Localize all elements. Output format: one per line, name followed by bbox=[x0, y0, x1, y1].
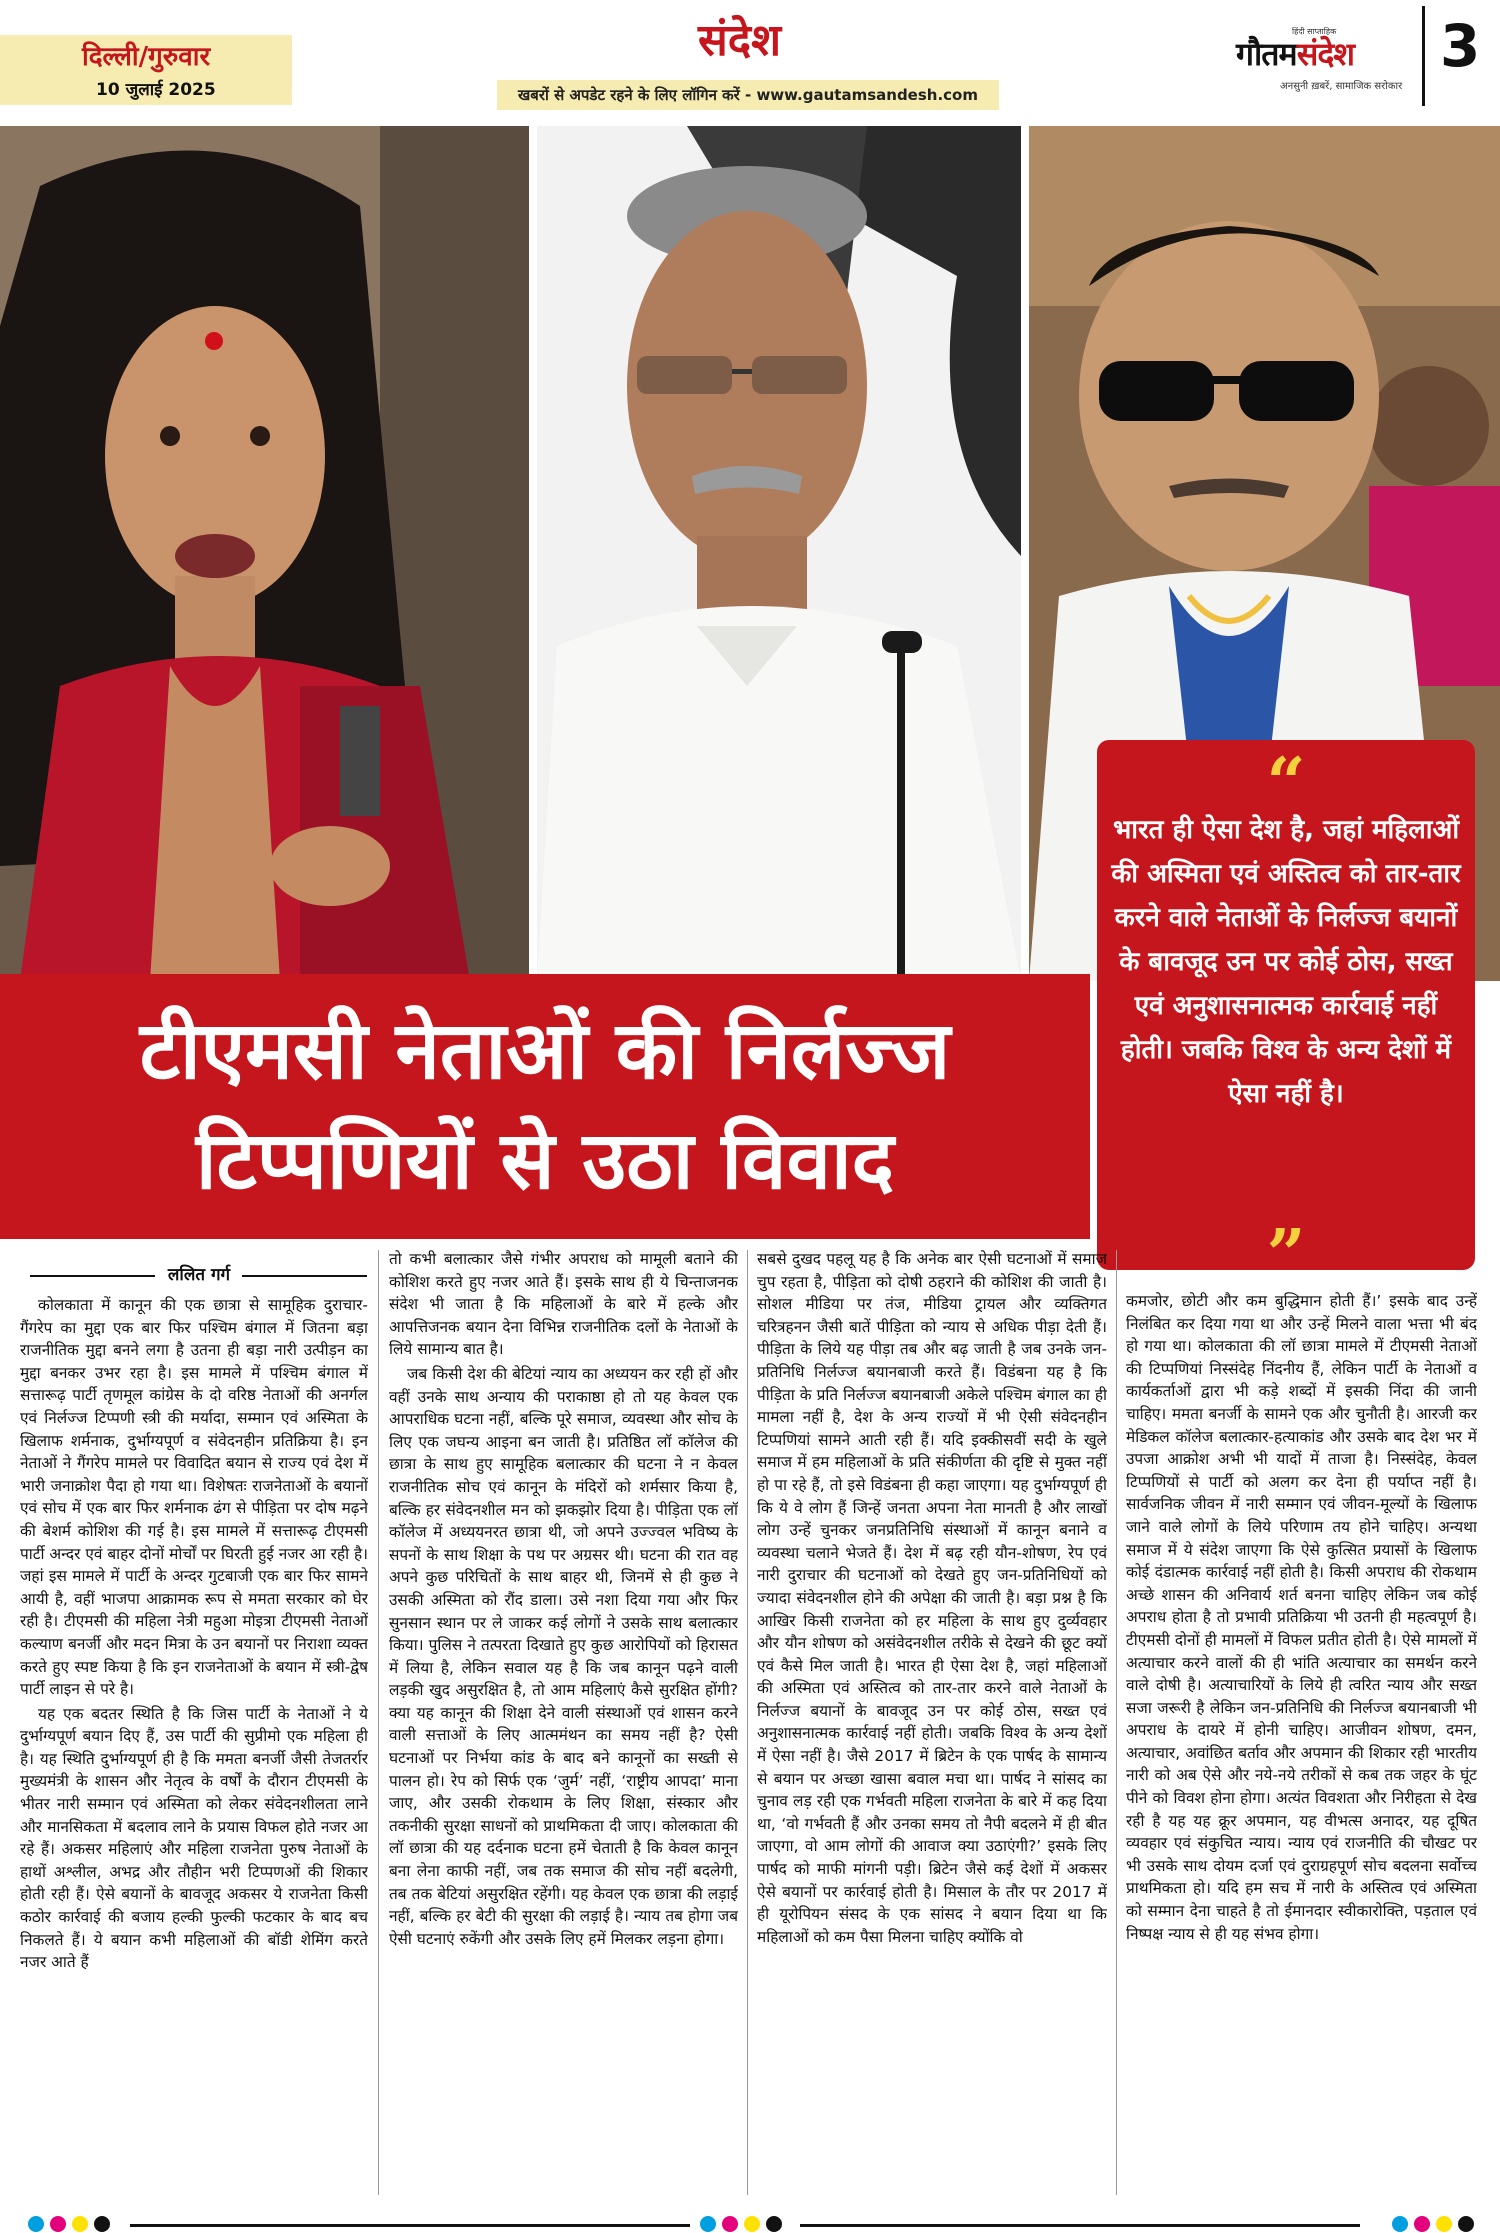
cyan-registration-mark bbox=[28, 2216, 44, 2232]
page-number: 3 bbox=[1440, 12, 1481, 80]
byline-rule-right bbox=[242, 1275, 367, 1277]
black-registration-mark bbox=[766, 2216, 782, 2232]
paragraph: यह एक बदतर स्थिति है कि जिस पार्टी के नेताओं ने ये दुर्भाग्यपूर्ण बयान दिए हैं, उस पार्टी की सुप्रीमो एक महिला ही है। यह स्थिति दुर्भाग्यपूर्ण ही है कि ममता बनर्जी जैसी तेजतर्रार मुख्यमंत्री के शासन और नेतृत्व के वर्षों के दौरान टीएमसी के भीतर नारी सम्मान एवं अस्मिता को लेकर संवेदनशीलता लाने और मानसिकता में बदलाव लाने के प्रयास विफल होते नजर आ रहे हैं। अकसर महिलाएं और महिला राजनेता पुरुष नेताओं के हाथों अश्लील, अभद्र और तौहीन भरी टिप्पणओं की शिकार होती रही हैं। ऐसे बयानों के बावजूद अकसर ये राजनेता किसी कठोर कार्रवाई की बजाय हल्की फुल्की फटकार के बाद बच निकलते हैं। ये बयान कभी महिलाओं की बॉडी शेमिंग करते नजर आते हैं bbox=[20, 1704, 368, 1972]
quote-open-icon: “ bbox=[1266, 743, 1306, 823]
headline-banner bbox=[0, 974, 1090, 1239]
photo-man-with-glasses bbox=[537, 126, 1021, 981]
issue-date: 10 जुलाई 2025 bbox=[96, 80, 216, 100]
photo-man-with-glasses-image bbox=[537, 126, 1021, 981]
article-column-4 bbox=[1126, 1290, 1477, 2194]
black-registration-mark bbox=[94, 2216, 110, 2232]
black-registration-mark bbox=[1458, 2216, 1474, 2232]
masthead bbox=[0, 0, 1500, 120]
masthead-divider bbox=[1422, 6, 1425, 106]
quote-close-icon: ” bbox=[1266, 1215, 1306, 1295]
yellow-registration-mark bbox=[744, 2216, 760, 2232]
logo-wordmark bbox=[1236, 32, 1354, 75]
logo-tagline: अनसुनी ख़बरें, सामाजिक सरोकार bbox=[1280, 81, 1403, 92]
author-name: ललित गर्ग bbox=[167, 1265, 231, 1285]
headline bbox=[30, 996, 1060, 1216]
headline-line-2: टिप्पणियों से उठा विवाद bbox=[195, 1114, 895, 1207]
column-divider bbox=[378, 1250, 379, 2195]
logo-part-1: गौतम bbox=[1236, 35, 1297, 73]
pull-quote bbox=[1097, 740, 1475, 1295]
column-divider bbox=[747, 1250, 748, 2195]
magenta-registration-mark bbox=[50, 2216, 66, 2232]
logo-small-text: हिंदी साप्ताहिक bbox=[1292, 27, 1337, 36]
magenta-registration-mark bbox=[722, 2216, 738, 2232]
yellow-registration-mark bbox=[1436, 2216, 1452, 2232]
cyan-registration-mark bbox=[700, 2216, 716, 2232]
yellow-registration-mark bbox=[72, 2216, 88, 2232]
byline bbox=[20, 1262, 368, 1288]
print-registration-footer bbox=[0, 2210, 1500, 2233]
column-divider bbox=[1116, 1250, 1117, 2195]
pull-quote-text: भारत ही ऐसा देश है, जहां महिलाओं की अस्मिता एवं अस्तित्व को तार-तार करने वाले नेताओं के निर्लज्ज बयानों के बावजूद उन पर कोई ठोस, सख्त एवं अनुशासनात्मक कार्रवाई नहीं होती। जबकि विश्व के अन्य देशों में ऐसा नहीं है। bbox=[1111, 815, 1461, 1109]
section-title: संदेश bbox=[698, 15, 782, 66]
photo-woman-speaking-image bbox=[0, 126, 529, 981]
byline-rule-left bbox=[30, 1275, 155, 1277]
paragraph: जब किसी देश की बेटियां न्याय का अध्ययन कर रही हों और वहीं उनके साथ अन्याय की पराकाष्ठा हो तो यह केवल एक आपराधिक घटना नहीं, बल्कि पूरे समाज, व्यवस्था और सोच के लिए एक जघन्य आइना बन जाती है। प्रतिष्ठित लॉ कॉलेज की छात्रा के साथ हुए सामूहिक बलात्कार की घटना ने न केवल राजनीतिक सोच एवं कानून के मंदिरों को शर्मसार किया है, बल्कि हर संवेदनशील मन को झकझोर दिया है। पीड़िता एक लॉ कॉलेज में अध्ययनरत छात्रा थी, जो अपने उज्ज्वल भविष्य के सपनों के साथ शिक्षा के पथ पर अग्रसर थी। घटना की रात वह अपने कुछ परिचितों के साथ बाहर थी, जिनमें से ही कुछ ने उसकी अस्मिता को रौंद डाला। उसे नशा दिया गया और फिर सुनसान स्थान पर ले जाकर कई लोगों ने उसके साथ बलात्कार किया। पुलिस ने तत्परता दिखाते हुए कुछ आरोपियों को हिरासत में लिया है, लेकिन सवाल यह है कि जब कानून पढ़ने वाली लड़की खुद असुरक्षित है, तो आम महिलाएं कैसे सुरक्षित होंगी? क्या यह कानून की शिक्षा देने वाली संस्थाओं एवं शासन करने वाली सत्ताओं के लिए आत्ममंथन का समय नहीं है? ऐसी घटनाओं पर निर्भया कांड के बाद बने कानूनों का सख्ती से पालन हो। रेप को सिर्फ एक ‘जुर्म’ नहीं, ‘राष्ट्रीय आपदा’ माना जाए, और उसकी रोकथाम के लिए शिक्षा, संस्कार और तकनीकी सुरक्षा साधनों को प्राथमिकता दी जाए। कोलकाता की लॉ छात्रा की यह दर्दनाक घटना हमें चेताती है कि केवल कानून बना लेना काफी नहीं, जब तक समाज की सोच नहीं बदलेगी, तब तक बेटियां असुरक्षित रहेंगी। यह केवल एक छात्रा की लड़ाई नहीं, बल्कि हर बेटी की सुरक्षा की लड़ाई है। न्याय तब होगा जब ऐसी घटनाएं रुकेंगी और उसके लिए हमें मिलकर लड़ना होगा। bbox=[389, 1364, 738, 1948]
edition-label: दिल्ली/गुरुवार bbox=[82, 42, 211, 72]
paragraph: कमजोर, छोटी और कम बुद्धिमान होती हैं।’ इसके बाद उन्हें निलंबित कर दिया गया था और उन्हें मिलने वाला भत्ता भी बंद हो गया था। कोलकाता की लॉ छात्रा मामले में टीएमसी नेताओं की टिप्पणियां निस्संदेह निंदनीय हैं, लेकिन पार्टी के नेताओं व कार्यकर्ताओं द्वारा भी कड़े शब्दों में इसकी निंदा की जानी चाहिए। ममता बनर्जी के सामने एक और चुनौती है। आरजी कर मेडिकल कॉलेज बलात्कार-हत्याकांड और उसके बाद देश भर में उपजा आक्रोश अभी भी यादों में ताजा है। निस्संदेह, केवल टिप्पणियों से पार्टी को अलग कर देना ही पर्याप्त नहीं है। सार्वजनिक जीवन में नारी सम्मान एवं जीवन-मूल्यों के खिलाफ जाने वाले लोगों के लिये परिणाम तय होने चाहिए। अन्यथा समाज में ये संदेश जाएगा कि ऐसे कुत्सित प्रयासों के खिलाफ कोई दंडात्मक कार्रवाई नहीं होती है। किसी अपराध की रोकथाम अच्छे शासन की अनिवार्य शर्त बनना चाहिए लेकिन जब कोई अपराध होता है तो प्रभावी प्रतिक्रिया भी उतनी ही महत्वपूर्ण है। टीएमसी दोनों ही मामलों में विफल प्रतीत होती है। ऐसे मामलों में अत्याचार करने वालों की ही भांति अत्याचार का समर्थन करने वाले दोषी है। अत्याचारियों के लिये ही त्वरित न्याय और सख्त सजा जरूरी है लेकिन जन-प्रतिनिधि की निर्लज्ज बयानबाजी भी अपराध के दायरे में होनी चाहिए। आजीवन शोषण, दमन, अत्याचार, अवांछित बर्ताव और अपमान की शिकार रही भारतीय नारी को अब ऐसे और नये-नये तरीकों से कब तक जहर के घूंट पीने को विवश होना होगा। अत्यंत विवशता और निरीहता से देख रही है यह यह क्रूर अपमान, यह वीभत्स अनादर, यह दूषित व्यवहार एवं संकुचित न्याय। न्याय एवं राजनीति की चौखट पर भी उसके साथ दोयम दर्जा एवं दुराग्रहपूर्ण सोच बदलना सर्वोच्च प्राथमिकता हो। यदि हम सच में नारी के अस्तित्व एवं अस्मिता को सम्मान देना चाहते है तो ईमानदार स्वीकारोक्ति, पड़ताल एवं निष्पक्ष न्याय से ही यह संभव होगा। bbox=[1126, 1292, 1477, 1943]
edition-date-box bbox=[0, 35, 292, 105]
footer-rule bbox=[800, 2224, 1360, 2227]
photo-woman-speaking bbox=[0, 126, 529, 981]
website-login-link[interactable]: खबरों से अपडेट रहने के लिए लॉगिन करें - www.gautamsandesh.com bbox=[497, 80, 999, 110]
headline-line-1: टीएमसी नेताओं की निर्लज्ज bbox=[139, 1004, 951, 1097]
article-column-2 bbox=[389, 1248, 738, 2194]
article-column-3 bbox=[757, 1248, 1107, 2194]
paragraph: कोलकाता में कानून की एक छात्रा से सामूहिक दुराचार-गैंगरेप का मुद्दा एक बार फिर पश्चिम बंगाल में जितना बड़ा राजनीतिक मुद्दा बनने लगा है उतना ही बड़ा नारी उत्पीड़न का मुद्दा बनकर उभर रहा है। इस मामले में पश्चिम बंगाल में सत्तारूढ़ पार्टी तृणमूल कांग्रेस के दो वरिष्ठ नेताओं की अनर्गल एवं निर्लज्ज टिप्पणी स्त्री की मर्यादा, सम्मान एवं अस्मिता के खिलाफ शर्मनाक, दुर्भाग्यपूर्ण व संवेदनहीन प्रतिक्रिया है। इन नेताओं ने गैंगरेप मामले पर विवादित बयान से राज्य एवं देश में भारी जनाक्रोश पैदा हो गया था। विशेषतः राजनेताओं के बयानों एवं सोच में एक बार फिर शर्मनाक ढंग से पीड़िता पर दोष मढ़ने की बेशर्म कोशिश की गई है। इस मामले में सत्तारूढ़ टीएमसी पार्टी अन्दर एवं बाहर दोनों मोर्चों पर घिरती हुई नजर आ रही है। जहां इस मामले में पार्टी के अन्दर गुटबाजी एक बार फिर सामने आयी है, वहीं भाजपा आक्रामक रूप से ममता सरकार को घेर रही है। टीएमसी की महिला नेत्री महुआ मोइत्रा टीएमसी नेताओं कल्याण बनर्जी और मदन मित्रा के उन बयानों पर निराशा व्यक्त करते हुए स्पष्ट किया है कि इन राजनेताओं के बयान में स्त्री-द्वेष पार्टी लाइन से परे है। bbox=[20, 1296, 368, 1699]
cyan-registration-mark bbox=[1392, 2216, 1408, 2232]
footer-rule bbox=[130, 2224, 690, 2227]
paragraph: तो कभी बलात्कार जैसे गंभीर अपराध को मामूली बताने की कोशिश करते हुए नजर आते हैं। इसके साथ ही ये चिन्ताजनक संदेश भी जाता है कि महिलाओं के बारे में हल्के और आपत्तिजनक बयान देना विभिन्न राजनीतिक दलों के नेताओं के लिये सामान्य बात है। bbox=[389, 1250, 738, 1359]
magenta-registration-mark bbox=[1414, 2216, 1430, 2232]
logo-part-2: संदेश bbox=[1296, 35, 1355, 73]
article-column-1 bbox=[20, 1294, 368, 2194]
newspaper-logo bbox=[1236, 20, 1406, 100]
paragraph: सबसे दुखद पहलू यह है कि अनेक बार ऐसी घटनाओं में समाज चुप रहता है, पीड़िता को दोषी ठहराने की कोशिश की जाती है। सोशल मीडिया पर तंज, मीडिया ट्रायल और व्यक्तिगत चरित्रहनन जैसी बातें पीड़िता को न्याय से अधिक पीड़ा देती हैं। पीड़िता के लिये यह पीड़ा तब और बढ़ जाती है जब उनके जन-प्रतिनिधि निर्लज्ज बयानबाजी करते हैं। विडंबना यह है कि पीड़िता के प्रति निर्लज्ज बयानबाजी अकेले पश्चिम बंगाल का ही मामला नहीं है, देश के अन्य राज्यों में भी ऐसी संवेदनहीन टिप्पणियां सामने आती रही हैं। यदि इक्कीसवीं सदी के खुले समाज में हम महिलाओं के प्रति संकीर्णता की दृष्टि से मुक्त नहीं हो पा रहे हैं, तो इसे विडंबना ही कहा जाएगा। यह दुर्भाग्यपूर्ण ही कि ये वे लोग हैं जिन्हें जनता अपना नेता मानती है और लाखों लोग उन्हें चुनकर जनप्रतिनिधि संस्थाओं में कानून बनाने व व्यवस्था चलाने भेजते हैं। देश में बढ़ रही यौन-शोषण, रेप एवं नारी दुराचार की घटनाओं को देखते हुए जन-प्रतिनिधियों को ज्यादा संवेदनशील होने की अपेक्षा की जाती है। बड़ा प्रश्न है कि आखिर किसी राजनेता को हर महिला के साथ हुए दुर्व्यवहार और यौन शोषण को असंवेदनशील तरीके से देखने की छूट क्यों एवं कैसे मिल जाती है। भारत ही ऐसा देश है, जहां महिलाओं की अस्मिता एवं अस्तित्व को तार-तार करने वाले नेताओं के निर्लज्ज बयानों के बावजूद उन पर कोई ठोस, सख्त एवं अनुशासनात्मक कार्रवाई नहीं होती। जबकि विश्व के अन्य देशों में ऐसा नहीं है। जैसे 2017 में ब्रिटेन के एक पार्षद के सामान्य से बयान पर अच्छा खासा बवाल मचा था। पार्षद ने सांसद का चुनाव लड़ रही एक गर्भवती महिला राजनेता के बारे में कह दिया था, ‘वो गर्भवती हैं और उनका समय तो नैपी बदलने में ही बीत जाएगा, वो आम लोगों की आवाज क्या उठाएंगी?’ इसके लिए पार्षद को माफी मांगनी पड़ी। ब्रिटेन जैसे कई देशों में अकसर ऐसे बयानों पर कार्रवाई होती है। मिसाल के तौर पर 2017 में ही यूरोपियन संसद के एक सांसद ने बयान दिया था कि महिलाओं को कम पैसा मिलना चाहिए क्योंकि वो bbox=[757, 1250, 1107, 1946]
